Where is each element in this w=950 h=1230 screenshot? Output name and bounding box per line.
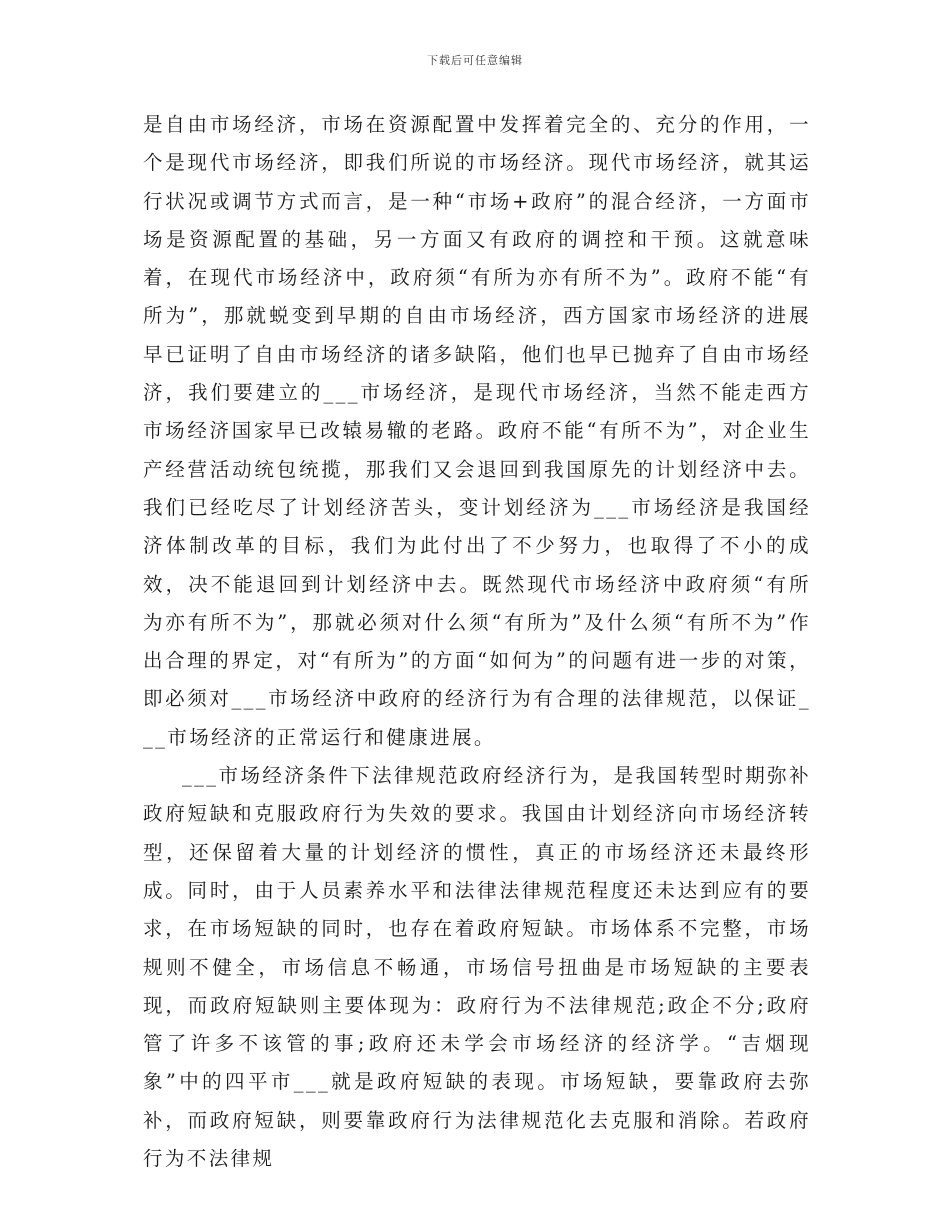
paragraph-2: ___市场经济条件下法律规范政府经济行为，是我国转型时期弥补政府短缺和克服政府行为失效的要求。我国由计划经济向市场经济转型，还保留着大量的计划经济的惯性，真正的市场经济还未最终形成。同时，由于人员素养水平和法律法律规范程度还未达到应有的要求，在市场短缺的同时，也存在着政府短缺。市场体系不完整，市场规则不健全，市场信息不畅通，市场信号扭曲是市场短缺的主要表现，而政府短缺则主要体现为：政府行为不法律规范;政企不分;政府管了许多不该管的事;政府还未学会市场经济的经济学。“吉烟现象”中的四平市___就是政府短缺的表现。市场短缺，要靠政府去弥补，而政府短缺，则要靠政府行为法律规范化去克服和消除。若政府行为不法律规 — [143, 764, 811, 1171]
page-header: 下载后可任意编辑 — [427, 54, 523, 67]
paragraph-1: 是自由市场经济，市场在资源配置中发挥着完全的、充分的作用，一个是现代市场经济，即我们所说的市场经济。现代市场经济，就其运行状况或调节方式而言，是一种“市场+政府”的混合经济，一方面市场是资源配置的基础，另一方面又有政府的调控和干预。这就意味着，在现代市场经济中，政府须“有所为亦有所不为”。政府不能“有所为”，那就蜕变到早期的自由市场经济，西方国家市场经济的进展早已证明了自由市场经济的诸多缺陷，他们也早已抛弃了自由市场经济，我们要建立的___市场经济，是现代市场经济，当然不能走西方市场经济国家早已改辕易辙的老路。政府不能“有所不为”，对企业生产经营活动统包统揽，那我们又会退回到我国原先的计划经济中去。我们已经吃尽了计划经济苦头，变计划经济为___市场经济是我国经济体制改革的目标，我们为此付出了不少努力，也取得了不小的成效，决不能退回到计划经济中去。既然现代市场经济中政府须“有所为亦有所不为”，那就必须对什么须“有所为”及什么须“有所不为”作出合理的界定，对“有所为”的方面“如何为”的问题有进一步的对策，即必须对___市场经济中政府的经济行为有合理的法律规范，以保证___市场经济的正常运行和健康进展。 — [143, 113, 811, 749]
document-body — [143, 106, 811, 1178]
